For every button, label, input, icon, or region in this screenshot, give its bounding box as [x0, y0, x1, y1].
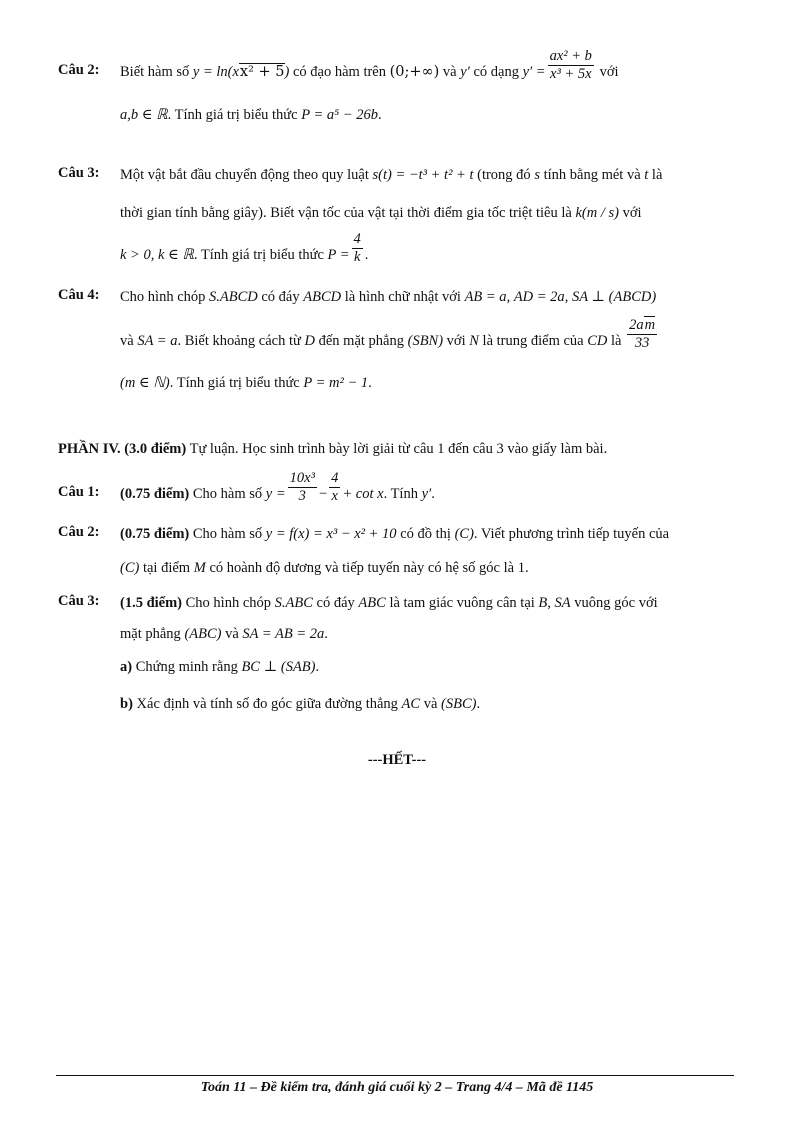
question-label: Câu 2: [58, 62, 100, 78]
question-line: Cho hình chóp S.ABCD có đáy ABCD là hình chữ nhật với AB = a, AD = 2a, SA ⊥ (ABCD) [120, 289, 657, 305]
question-line: Một vật bắt đầu chuyển động theo quy luật s(t) = −t³ + t² + t (trong đó s tính bằng mét và t là [120, 167, 663, 183]
sub-question-a: a) Chứng minh rằng BC ⊥ (SAB). [120, 659, 320, 675]
fraction: $\frac{\text{10x³}}{3}$ [289, 470, 315, 505]
question-line: (1.5 điểm) Cho hình chóp S.ABC có đáy ABC là tam giác vuông cân tại B, SA vuông góc với [120, 595, 658, 611]
sqrt: x² + 5 [239, 64, 285, 80]
fraction: $\frac{2am}{33}$ [629, 317, 656, 352]
question-label: Câu 3: [58, 593, 100, 609]
end-mark: ---HẾT--- [367, 752, 427, 768]
fraction: $\frac{\text{ax² + b}}{\text{x³ + 5x}}$ [549, 48, 592, 83]
question-label: Câu 3: [58, 165, 100, 181]
sub-question-b: b) Xác định và tính số đo góc giữa đường thẳng AC và (SBC). [120, 696, 481, 712]
formula: y = ln(xx² + 5) [192, 64, 290, 80]
question-line: mặt phẳng (ABC) và SA = AB = 2a. [120, 626, 328, 642]
question-label: Câu 2: [58, 524, 100, 540]
part4-heading: PHẦN IV. (3.0 điểm) Tự luận. Học sinh trình bày lời giải từ câu 1 đến câu 3 vào giấy làm bài. [58, 441, 608, 457]
question-line: (0.75 điểm) Cho hàm số y = f(x) = x³ − x² + 10 có đồ thị (C). Viết phương trình tiếp tuyến của [120, 526, 670, 542]
question-line: a,b ∈ ℝ. Tính giá trị biểu thức P = a⁵ − 26b. [120, 107, 382, 123]
fraction: $\frac{4}{x}$ [331, 470, 339, 505]
question-line: k > 0, k ∈ ℝ. Tính giá trị biểu thức P = $\frac{4}{k}$ . [120, 231, 369, 266]
question-line: (m ∈ ℕ). Tính giá trị biểu thức P = m² − 1. [120, 375, 372, 391]
question-line: (C) tại điểm M có hoành độ dương và tiếp tuyến này có hệ số góc là 1. [120, 560, 529, 576]
fraction: $\frac{4}{k}$ [353, 231, 361, 266]
question-label: Câu 1: [58, 484, 100, 500]
footer-divider [56, 1075, 734, 1076]
question-line: và SA = a. Biết khoảng cách từ D đến mặt phẳng (SBN) với N là trung điểm của CD là $\frac{2am}{33}$ [120, 317, 656, 352]
question-line: thời gian tính bằng giây). Biết vận tốc của vật tại thời điểm gia tốc triệt tiêu là k(m / s) với [120, 205, 642, 221]
question-label: Câu 4: [58, 287, 100, 303]
question-line: Biết hàm số y = ln(xx² + 5) có đạo hàm trên (0;+∞) và y′ có dạng y′ = $\frac{\text{ax² + b}}{\text{x³ + 5x}}$ với [120, 48, 619, 83]
question-line: (0.75 điểm) Cho hàm số y = $\frac{\text{10x³}}{3}$ − $\frac{4}{x}$ + cot x. Tính y′. [120, 470, 435, 505]
page-footer: Toán 11 – Đề kiểm tra, đánh giá cuối kỳ 2 – Trang 4/4 – Mã đề 1145 [200, 1080, 594, 1095]
interval: (0;+∞) [389, 64, 440, 80]
